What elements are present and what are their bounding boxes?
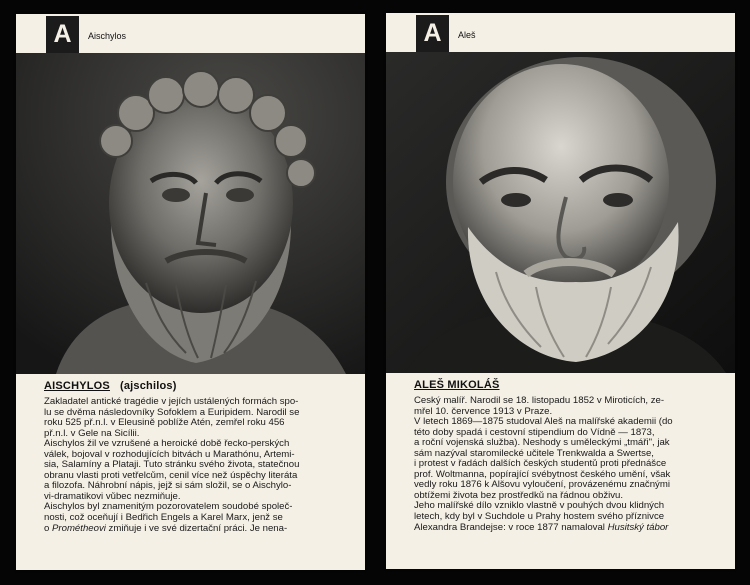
entry-title <box>414 379 500 391</box>
pronunciation: (ajschilos) <box>119 380 177 392</box>
bio-line: V letech 1869—1875 studoval Aleš na malířské akademii (do <box>414 417 673 428</box>
text-span: Alexandra Brandejse: v roce 1877 namaloval <box>414 522 608 533</box>
entry-name: AISCHYLOS <box>44 380 110 392</box>
text-span: o <box>44 523 53 534</box>
bust-photo <box>16 53 365 374</box>
entry-name: ALEŠ MIKOLÁŠ <box>414 379 500 391</box>
header-name: Aleš <box>458 30 476 40</box>
entry-title <box>44 380 177 392</box>
bio-line-last <box>44 524 342 535</box>
text-span: zmiňuje i ve své dizertační práci. Je nena- <box>105 523 288 534</box>
bio-line: mřel 10. července 1913 v Praze. <box>414 406 553 417</box>
bio-line: nosti, což oceňují i Bedřich Engels a Karel Marx, jenž se <box>44 513 283 524</box>
bio-line: Český malíř. Narodil se 18. listopadu 1852 v Miroticích, ze- <box>414 396 665 406</box>
bio-line: Aischylos byl znamenitým pozorovatelem soudobé společ- <box>44 502 293 513</box>
biography-text <box>414 396 712 533</box>
bio-line: Jeho malířské dílo vzniklo vlastně v pouhých dvou klidných <box>414 501 665 512</box>
header-name: Aischylos <box>88 31 127 41</box>
portrait-photo <box>386 52 735 373</box>
letter-tab: A <box>416 15 449 52</box>
card-ales <box>386 13 735 569</box>
bio-line-last <box>414 523 712 534</box>
bio-line: sia, Salamíny a Plataji. Tuto stránku svého života, statečnou <box>44 460 300 471</box>
bio-line: vi-dramatikovi vůbec nezmiňuje. <box>44 491 181 502</box>
bio-line: př.n.l. v Gele na Sicílii. <box>44 428 140 439</box>
bio-line: i protest v řadách dalších českých studentů proti přednášce <box>414 459 667 470</box>
bio-line: válek, bojoval v rozhodujících bitvách u Marathónu, Artemi- <box>44 449 295 460</box>
bio-line: této doby spadá i cestovní stipendium do Vídně — 1873, <box>414 427 655 438</box>
work-title: Husitský tábor <box>607 522 669 533</box>
card-aischylos <box>16 14 365 570</box>
bio-line: a roční vojenská služba). Neshody s uměleckými „tmáři", jak <box>414 438 670 449</box>
bio-line: roku 525 př.n.l. v Eleusině poblíže Atén, zemřel roku 456 <box>44 418 285 429</box>
bio-line: Aischylos žil ve vzrušené a heroické době řecko-perských <box>44 439 290 450</box>
work-title: Prométheovi <box>52 523 106 534</box>
bio-line: prof. Woltmanna, popírající svébytnost českého umění, však <box>414 469 671 480</box>
bio-line: sám nazýval staromilecké učitele Trenkwalda a Swertse, <box>414 448 654 459</box>
bio-line: vedly roku 1876 k Alšovu vyloučení, provázenému značnými <box>414 480 670 491</box>
bio-line: lu se dvěma následovníky Sofoklem a Euripidem. Narodil se <box>44 407 300 418</box>
bio-line: Zakladatel antické tragédie v jejích ustálených formách spo- <box>44 397 299 407</box>
biography-text <box>44 397 342 534</box>
bio-line: letech, kdy byl v Suchdole u Prahy hostem svého příznivce <box>414 512 665 523</box>
bio-line: obtížemi života bez prostředků na řádnou obživu. <box>414 490 624 501</box>
letter-tab: A <box>46 16 79 53</box>
bio-line: obranu vlasti proti vetřelcům, cenil více než úspěchy literáta <box>44 470 298 481</box>
bio-line: a filozofa. Náhrobní nápis, jejž si sám složil, se o Aischylo- <box>44 481 292 492</box>
